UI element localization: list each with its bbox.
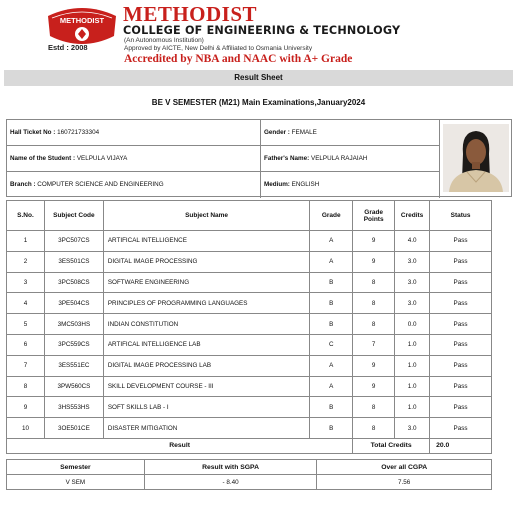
marks-table xyxy=(6,200,492,454)
cell-status: Pass xyxy=(430,314,492,335)
branch-value: COMPUTER SCIENCE AND ENGINEERING xyxy=(37,181,164,188)
cell-credits: 3.0 xyxy=(395,272,430,293)
col-header-points: Grade Points xyxy=(353,201,395,231)
summary-value-row xyxy=(7,475,492,490)
col-header-code: Subject Code xyxy=(44,201,103,231)
father-name-value: VELPULA RAJAIAH xyxy=(311,155,368,162)
medium-label: Medium: xyxy=(264,181,290,188)
cell-sno: 8 xyxy=(7,376,45,397)
table-row xyxy=(7,314,492,335)
cell-grade: A xyxy=(310,376,353,397)
result-row xyxy=(7,438,492,453)
cell-subject-code: 3PE504CS xyxy=(44,293,103,314)
cell-credits: 1.0 xyxy=(395,334,430,355)
cell-grade: B xyxy=(310,418,353,439)
col-header-credits: Credits xyxy=(395,201,430,231)
cell-credits: 3.0 xyxy=(395,293,430,314)
table-row xyxy=(7,293,492,314)
cell-subject-name: PRINCIPLES OF PROGRAMMING LANGUAGES xyxy=(103,293,309,314)
cell-subject-name: INDIAN CONSTITUTION xyxy=(103,314,309,335)
cell-credits: 1.0 xyxy=(395,397,430,418)
cell-grade-points: 7 xyxy=(353,334,395,355)
cell-sno: 5 xyxy=(7,314,45,335)
total-credits-value: 20.0 xyxy=(430,438,492,453)
cell-grade-points: 8 xyxy=(353,293,395,314)
cell-status: Pass xyxy=(430,376,492,397)
info-row-branch xyxy=(7,172,439,198)
cell-credits: 0.0 xyxy=(395,314,430,335)
cgpa-label: Over all CGPA xyxy=(317,460,492,475)
table-row xyxy=(7,272,492,293)
cell-status: Pass xyxy=(430,293,492,314)
cell-subject-name: DISASTER MITIGATION xyxy=(103,418,309,439)
cell-grade: B xyxy=(310,397,353,418)
cell-sno: 6 xyxy=(7,334,45,355)
col-header-grade: Grade xyxy=(310,201,353,231)
cell-grade: A xyxy=(310,231,353,252)
cell-grade: B xyxy=(310,314,353,335)
student-name-label: Name of the Student : xyxy=(10,155,76,162)
summary-header-row xyxy=(7,460,492,475)
col-header-subject: Subject Name xyxy=(103,201,309,231)
info-row-hallticket xyxy=(7,120,439,146)
medium-value: ENGLISH xyxy=(291,181,320,188)
table-row xyxy=(7,355,492,376)
cell-sno: 3 xyxy=(7,272,45,293)
cell-subject-name: DIGITAL IMAGE PROCESSING xyxy=(103,251,309,272)
cell-subject-code: 3ES501CS xyxy=(44,251,103,272)
cell-sno: 9 xyxy=(7,397,45,418)
cell-subject-name: SOFT SKILLS LAB - I xyxy=(103,397,309,418)
table-row xyxy=(7,376,492,397)
cell-grade: B xyxy=(310,272,353,293)
col-header-status: Status xyxy=(430,201,492,231)
semester-label: Semester xyxy=(7,460,145,475)
marks-header-row xyxy=(7,201,492,231)
autonomous-note: (An Autonomous Institution) xyxy=(124,37,204,44)
cell-grade: C xyxy=(310,334,353,355)
cell-grade-points: 9 xyxy=(353,355,395,376)
table-row xyxy=(7,418,492,439)
cell-subject-code: 3PC507CS xyxy=(44,231,103,252)
cell-credits: 3.0 xyxy=(395,251,430,272)
cell-subject-code: 3PC559CS xyxy=(44,334,103,355)
cgpa-value: 7.56 xyxy=(317,475,492,490)
cell-sno: 4 xyxy=(7,293,45,314)
cell-subject-name: DIGITAL IMAGE PROCESSING LAB xyxy=(103,355,309,376)
cell-subject-code: 3PC508CS xyxy=(44,272,103,293)
cell-subject-name: ARTIFICAL INTELLIGENCE LAB xyxy=(103,334,309,355)
cell-grade: A xyxy=(310,355,353,376)
cell-subject-code: 3HS553HS xyxy=(44,397,103,418)
semester-value: V SEM xyxy=(7,475,145,490)
sgpa-value: - 8.40 xyxy=(144,475,317,490)
hall-ticket-label: Hall Ticket No : xyxy=(10,129,56,136)
svg-text:METHODIST: METHODIST xyxy=(59,16,105,25)
cell-status: Pass xyxy=(430,334,492,355)
gender-label: Gender : xyxy=(264,129,290,136)
table-row xyxy=(7,334,492,355)
cell-subject-name: SOFTWARE ENGINEERING xyxy=(103,272,309,293)
cell-grade: B xyxy=(310,293,353,314)
marks-body xyxy=(7,231,492,454)
student-photo xyxy=(443,124,509,192)
cell-credits: 1.0 xyxy=(395,376,430,397)
table-row xyxy=(7,251,492,272)
photo-divider xyxy=(439,120,440,198)
result-label: Result xyxy=(7,438,353,453)
cell-grade-points: 8 xyxy=(353,272,395,293)
college-header xyxy=(0,0,517,68)
approval-note: Approved by AICTE, New Delhi & Affiliated to Osmania University xyxy=(124,45,313,52)
table-row xyxy=(7,397,492,418)
cell-subject-name: ARTIFICAL INTELLIGENCE xyxy=(103,231,309,252)
cell-status: Pass xyxy=(430,355,492,376)
cell-grade-points: 8 xyxy=(353,418,395,439)
info-divider xyxy=(260,120,261,198)
cell-credits: 3.0 xyxy=(395,418,430,439)
accreditation-note: Accredited by NBA and NAAC with A+ Grade xyxy=(124,53,353,65)
result-sheet-title: Result Sheet xyxy=(4,70,513,86)
cell-status: Pass xyxy=(430,272,492,293)
table-row xyxy=(7,231,492,252)
cell-sno: 1 xyxy=(7,231,45,252)
branch-label: Branch : xyxy=(10,181,36,188)
cell-sno: 7 xyxy=(7,355,45,376)
col-header-sno: S.No. xyxy=(7,201,45,231)
cell-subject-code: 3PW560CS xyxy=(44,376,103,397)
cell-grade: A xyxy=(310,251,353,272)
info-row-name xyxy=(7,146,439,172)
cell-subject-code: 3MC503HS xyxy=(44,314,103,335)
father-name-label: Father's Name: xyxy=(264,155,310,162)
college-name: METHODIST xyxy=(123,2,258,26)
cell-grade-points: 8 xyxy=(353,314,395,335)
cell-status: Pass xyxy=(430,418,492,439)
college-subtitle: COLLEGE OF ENGINEERING & TECHNOLOGY xyxy=(123,24,401,37)
estd-label: Estd : 2008 xyxy=(48,43,88,52)
cell-grade-points: 8 xyxy=(353,397,395,418)
cell-subject-name: SKILL DEVELOPMENT COURSE - III xyxy=(103,376,309,397)
summary-table xyxy=(6,459,492,490)
cell-grade-points: 9 xyxy=(353,376,395,397)
student-name-value: VELPULA VIJAYA xyxy=(76,155,128,162)
hall-ticket-value: 160721733304 xyxy=(57,129,100,136)
cell-credits: 1.0 xyxy=(395,355,430,376)
cell-status: Pass xyxy=(430,231,492,252)
cell-sno: 10 xyxy=(7,418,45,439)
total-credits-label: Total Credits xyxy=(353,438,430,453)
cell-status: Pass xyxy=(430,251,492,272)
exam-title: BE V SEMESTER (M21) Main Examinations,January2024 xyxy=(151,98,366,107)
cell-grade-points: 9 xyxy=(353,251,395,272)
student-info-box xyxy=(6,119,512,197)
cell-credits: 4.0 xyxy=(395,231,430,252)
cell-subject-code: 3ES551EC xyxy=(44,355,103,376)
cell-grade-points: 9 xyxy=(353,231,395,252)
sgpa-label: Result with SGPA xyxy=(144,460,317,475)
gender-value: FEMALE xyxy=(291,129,317,136)
cell-status: Pass xyxy=(430,397,492,418)
cell-subject-code: 3OE501CE xyxy=(44,418,103,439)
cell-sno: 2 xyxy=(7,251,45,272)
